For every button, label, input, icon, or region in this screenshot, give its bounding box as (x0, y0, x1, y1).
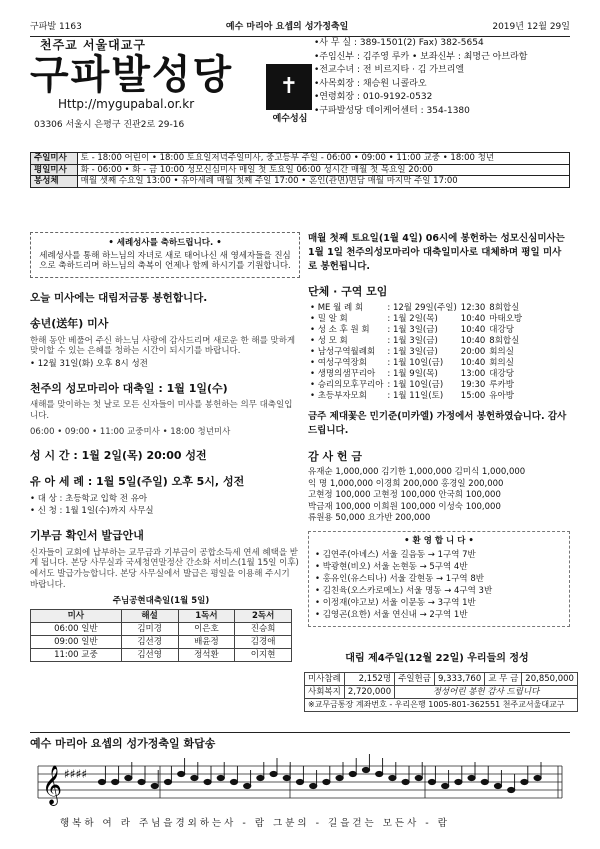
note-head (336, 775, 343, 780)
note-head (112, 779, 119, 784)
infant-baptism-target: • 대 상 : 초등학교 입학 전 유아 (30, 493, 148, 504)
welcome-line: • 김영곤(요한) 서울 연신내 → 2구역 1반 (315, 609, 468, 620)
contact-line: •사목회장 : 채승원 니콜라오 (314, 78, 427, 89)
groups-title: 단체 · 구역 모임 (308, 285, 388, 299)
note-head (164, 779, 171, 784)
top-rule (30, 36, 570, 37)
note-head (98, 779, 105, 784)
roster-header-row (31, 609, 292, 622)
roster-header: 2독서 (235, 609, 292, 622)
parish-address: 03306 서울시 은평구 진관2로 29-16 (34, 120, 185, 130)
group-date: : 12월 29일(주일) (387, 303, 457, 314)
note-head (349, 771, 356, 776)
thanks-offering-title: 감 사 헌 금 (308, 449, 362, 463)
note-head (376, 771, 383, 776)
group-row (308, 303, 524, 314)
masthead-left (30, 38, 258, 148)
group-date: : 1월 10일(금) (387, 358, 444, 369)
year-end-mass-title: 송년(送年) 미사 (30, 317, 109, 330)
group-place: 회의실 (489, 358, 514, 369)
donation-receipt-body: 신자들이 교회에 납부하는 교무금과 기부금이 공합소득세 연세 혜택을 받게 됩니다. 본당 사무실과 국세청연말정산 간소화 서비스(1월 15일 이후)에서도 발급가능합니다. 본당 사무실에서 발급은 평일을 이용해 주시기 바랍니다. (30, 547, 299, 590)
donation-receipt-title: 기부금 확인서 발급안내 (30, 529, 144, 542)
group-row (308, 325, 524, 336)
thanks-line: 익 명 1,000,000 이경희 200,000 홍경일 200,000 (308, 478, 504, 489)
note-head (244, 783, 251, 788)
diocese-name: 천주교 서울대교구 (40, 38, 146, 52)
note-head (204, 779, 211, 784)
welcome-line: • 박광현(비오) 서울 논현동 → 5구역 4반 (315, 561, 468, 572)
issue-line (30, 22, 570, 36)
group-date: : 1월 2일(목) (387, 314, 438, 325)
church-emblem-icon: ✝ (266, 64, 312, 110)
parish-url[interactable]: Http://mygupabal.or.kr (58, 97, 195, 111)
note-head (270, 771, 277, 776)
thanks-line: 고현정 100,000 고현정 100,000 안국희 100,000 (308, 490, 501, 501)
mass-row (31, 164, 570, 176)
contact-line: •전교수녀 : 전 비르지타 · 김 가브리엘 (314, 65, 465, 75)
note-head (521, 779, 528, 784)
group-time: 12:30 (460, 303, 486, 314)
note-head (428, 779, 435, 784)
offering-cell: 교 무 금 (485, 673, 522, 686)
holy-hour-title: 성 시 간 : 1월 2일(목) 20:00 성전 (30, 449, 207, 463)
note-head (178, 771, 185, 776)
welcome-title: • 환 영 합 니 다 • (404, 535, 474, 546)
feast-title: 예수 마리아 요셉의 성가정축일 (225, 22, 349, 32)
offering-cell: 정성어린 봉헌 감사 드립니다 (395, 686, 578, 699)
group-date: : 1월 9일(목) (387, 369, 438, 380)
mass-label: 주일미사 (31, 153, 78, 165)
reader-roster-table (30, 609, 292, 662)
roster-cell: 이은호 (178, 622, 235, 635)
group-place: 8회합실 (489, 336, 520, 347)
group-time: 10:40 (460, 325, 486, 336)
group-date: : 1월 3일(금) (387, 325, 438, 336)
note-head (310, 783, 317, 788)
roster-row (31, 635, 292, 648)
solemnity-body: 새해를 맞이하는 첫 날로 모든 신자들이 미사를 봉헌하는 의무 대축일입니다. (30, 400, 293, 421)
note-head (138, 779, 145, 784)
mass-label: 평일미사 (31, 164, 78, 176)
group-place: 유아방 (489, 391, 514, 402)
right-column (308, 232, 570, 627)
note-head (415, 775, 422, 780)
offering-cell: 사회복지 (305, 686, 345, 699)
solemnity-times: 06:00 • 09:00 • 11:00 교중미사 • 18:00 청년미사 (30, 426, 231, 437)
greeting-body: 세례성사를 통해 하느님의 자녀로 새로 태어나신 새 영세자들을 진심으로 축하드리며 하느님의 축복이 언제나 함께 하시기를 기원합니다. (39, 250, 291, 272)
offering-cell: 2,720,000 (344, 686, 394, 699)
roster-cell: 11:00 교중 (31, 648, 122, 661)
left-column (30, 232, 300, 662)
welcome-line: • 김친육(오스카로메노) 서울 명동 → 4구역 3반 (315, 585, 493, 596)
note-head (534, 775, 541, 780)
offering-cell: 20,850,000 (522, 673, 578, 686)
solemnity-title: 천주의 성모마리아 대축일 : 1월 1일(수) (30, 381, 228, 395)
issue-date: 2019년 12월 29일 (492, 22, 570, 32)
group-place: 대강당 (489, 369, 514, 380)
offering-table (304, 672, 578, 712)
mass-schedule-table (30, 152, 570, 188)
offering-cell: 2,152명 (344, 673, 394, 686)
group-name: • 밀 알 회 (310, 314, 348, 325)
group-row (308, 347, 524, 358)
roster-header: 해설 (121, 609, 178, 622)
note-head (191, 775, 198, 780)
mass-text: 매월 셋째 수요일 13:00 • 유아세례 매월 첫째 주일 17:00 • 혼인(관면)면담 매월 마지막 주일 17:00 (77, 176, 569, 188)
offering-row (305, 686, 578, 699)
roster-header: 1독서 (178, 609, 235, 622)
psalm-lyrics: 행복하 여 라 주님을경외하는사 - 람 그분의 - 길을걷는 모든사 - 람 (60, 818, 450, 829)
infant-baptism-apply: • 신 청 : 1월 1일(수)까지 사무실 (30, 506, 154, 517)
treble-clef-icon: 𝄞 (42, 765, 63, 805)
altar-flowers-notice: 금주 제대꽃은 민기준(미카엘) 가정에서 봉헌하였습니다. 감사드립니다. (308, 411, 567, 436)
mass-label: 봉성체 (31, 176, 78, 188)
welcome-line: • 이정재(야고보) 서울 이문동 → 3구역 1반 (315, 597, 476, 608)
note-head (362, 767, 369, 772)
note-head (151, 783, 158, 788)
group-name: • 남성구역월례회 (310, 347, 376, 358)
note-head (442, 783, 449, 788)
note-head (468, 775, 475, 780)
contact-line: •사 무 실 : 389-1501(2) Fax) 382-5654 (314, 38, 484, 48)
thanks-offering-list (308, 467, 570, 525)
greeting-title: • 세례성사를 축하드립니다. • (108, 238, 222, 248)
thanks-line: 박금재 100,000 이희원 100,000 이성숙 100,000 (308, 501, 501, 512)
group-time: 10:40 (460, 336, 486, 347)
group-date: : 1월 10일(금) (387, 380, 444, 391)
thanks-line: 유재순 1,000,000 김기한 1,000,000 김미식 1,000,000 (308, 467, 526, 478)
roster-cell: 정석환 (178, 648, 235, 661)
infant-baptism-title: 유 아 세 례 : 1월 5일(주일) 오후 5시, 성전 (30, 475, 245, 488)
roster-cell: 김선영 (121, 648, 178, 661)
note-head (296, 779, 303, 784)
contact-list (314, 38, 570, 119)
issue-number: 구파발 1163 (30, 22, 82, 32)
group-row (308, 336, 524, 347)
group-row (308, 358, 524, 369)
key-signature-icon: ♯♯♯♯ (64, 767, 88, 781)
group-name: • 승리의모후꾸리아 (310, 380, 384, 391)
group-time: 10:40 (460, 358, 486, 369)
note-head (481, 779, 488, 784)
thanks-line: 류원용 50,000 요가반 200,000 (308, 513, 431, 524)
mass-text: 화 - 06:00 • 화 - 금 10:00 성모신심미사 매일 첫 토요일 06:00 성시간 매월 첫 목요일 20:00 (77, 164, 569, 176)
roster-row (31, 622, 292, 635)
roster-cell: 김경애 (235, 635, 292, 648)
group-name: • 성 모 회 (310, 336, 348, 347)
psalm-staff (30, 752, 570, 812)
contact-line: •연령회장 : 010-9192-0532 (314, 92, 433, 102)
group-row (308, 391, 524, 402)
welcome-box (308, 531, 570, 627)
group-name: • 성 소 후 원 회 (310, 325, 370, 336)
roster-cell: 김미경 (121, 622, 178, 635)
mass-text: 토 - 18:00 어린이 • 18:00 토요일저녁주일미사, 중고등부 주일 - 06:00 • 09:00 • 11:00 교중 • 18:00 청년 (77, 153, 569, 165)
note-head (508, 787, 515, 792)
note-head (230, 779, 237, 784)
group-place: 회의실 (489, 347, 514, 358)
group-row (308, 369, 524, 380)
today-notice: 오늘 미사에는 대림저금통 봉헌합니다. (30, 291, 208, 304)
parish-name: 구파발성당 (30, 52, 234, 98)
group-time: 20:00 (460, 347, 486, 358)
group-name: • ME 월 례 회 (310, 303, 364, 314)
account-number: ※교무금통장 계좌번호 - 우리은행 1005-801-362551 천주교서울대교구 (305, 699, 578, 712)
group-name: • 여성구역장회 (310, 358, 367, 369)
offering-title: 대림 제4주일(12월 22일) 우리들의 정성 (345, 653, 529, 664)
note-head (494, 783, 501, 788)
group-time: 10:40 (460, 314, 486, 325)
offering-cell: 주일헌금 (395, 673, 435, 686)
group-date: : 1월 11일(토) (387, 391, 444, 402)
group-place: 마태오방 (489, 314, 523, 325)
group-meetings-table (308, 303, 524, 402)
roster-cell: 06:00 일반 (31, 622, 122, 635)
emblem-caption: 예수성심 (272, 114, 308, 124)
roster-cell: 진승희 (235, 622, 292, 635)
group-row (308, 314, 524, 325)
marian-mass-notice: 매월 첫째 토요일(1월 4일) 06시에 봉헌하는 성모신심미사는 1월 1일 천주의성모마리아 대축일미사로 대체하며 평일 미사로 봉헌됩니다. (308, 233, 565, 272)
group-name: • 생명의샘꾸리아 (310, 369, 376, 380)
note-head (455, 779, 462, 784)
roster-cell: 김선경 (121, 635, 178, 648)
mass-row (31, 176, 570, 188)
group-time: 15:00 (460, 391, 486, 402)
roster-caption: 주님공현대축일(1월 5일) (112, 596, 210, 607)
group-date: : 1월 3일(금) (387, 336, 438, 347)
parish-emblem (266, 64, 314, 130)
group-place: 대강당 (489, 325, 514, 336)
note-head (402, 779, 409, 784)
welcome-line: • 홍유인(유스티나) 서울 갈현동 → 1구역 8반 (315, 573, 484, 584)
note-head (217, 775, 224, 780)
welcome-line: • 김연주(아녜스) 서울 길음동 → 1구역 7반 (315, 549, 476, 560)
roster-row (31, 648, 292, 661)
baptism-greeting-box (30, 232, 300, 278)
group-date: : 1월 3일(금) (387, 347, 438, 358)
roster-cell: 이지현 (235, 648, 292, 661)
psalm-title: 예수 마리아 요셉의 성가정축일 화답송 (30, 737, 216, 750)
year-end-mass-time: • 12월 31일(화) 오후 8시 성전 (30, 359, 148, 369)
note-head (323, 779, 330, 784)
note-head (283, 775, 290, 780)
group-place: 8회합실 (489, 303, 520, 314)
song-rule (30, 732, 570, 733)
masthead (30, 38, 570, 148)
offering-cell: 9,333,760 (434, 673, 484, 686)
group-row (308, 380, 524, 391)
note-head (389, 775, 396, 780)
roster-cell: 09:00 일반 (31, 635, 122, 648)
contact-line: •구파발성당 데이케어센터 : 354-1380 (314, 105, 470, 116)
mass-row (31, 153, 570, 165)
roster-cell: 배윤정 (178, 635, 235, 648)
offering-row (305, 699, 578, 712)
group-time: 13:00 (460, 369, 486, 380)
offering-row (305, 673, 578, 686)
year-end-mass-body: 한해 동안 베풀어 주신 하느님 사랑에 감사드리며 새로운 한 해를 맞하게 맞이할 수 있는 은혜를 청하는 시간이 되시기를 바랍니다. (30, 335, 296, 357)
group-time: 19:30 (460, 380, 486, 391)
group-place: 루카방 (489, 380, 514, 391)
note-head (125, 775, 132, 780)
roster-header: 미사 (31, 609, 122, 622)
offering-cell: 미사참례 (305, 673, 345, 686)
contact-line: •주임신부 : 김주영 루카 • 보좌신부 : 최명근 아브라함 (314, 51, 528, 62)
note-group (98, 754, 541, 793)
note-head (257, 775, 264, 780)
group-name: • 초등부자모회 (310, 391, 367, 402)
